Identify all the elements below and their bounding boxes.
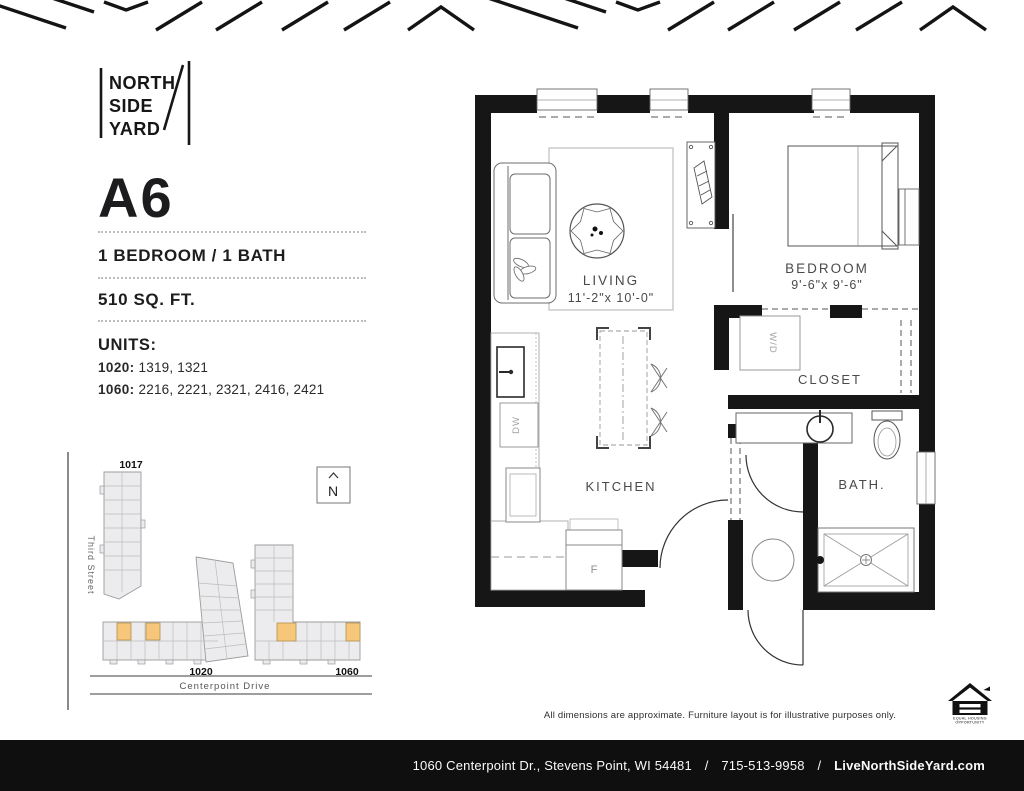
north-label: N xyxy=(327,483,339,499)
units-row-1020 xyxy=(98,360,208,375)
floor-plan xyxy=(460,84,950,714)
stove xyxy=(506,468,540,522)
vanity xyxy=(736,410,852,443)
living-label: LIVING xyxy=(582,273,640,288)
shower-head-icon xyxy=(816,556,824,564)
footer-separator: / xyxy=(817,758,822,773)
building-1060 xyxy=(251,545,360,664)
sofa xyxy=(494,163,556,303)
footer-phone: 715-513-9958 xyxy=(721,758,805,773)
unit-name: A6 xyxy=(98,166,174,229)
logo-line1: NORTH xyxy=(109,73,176,93)
unit-numbers: 2216, 2221, 2321, 2416, 2421 xyxy=(138,382,325,397)
footer-address: 1060 Centerpoint Dr., Stevens Point, WI 54481 xyxy=(412,758,692,773)
highlighted-unit xyxy=(146,623,160,640)
building-1020-label: 1020 xyxy=(189,666,213,678)
dotted-divider xyxy=(98,277,366,279)
bedroom-dims: 9'-6"x 9'-6" xyxy=(791,278,863,292)
building-1017-label: 1017 xyxy=(119,459,143,471)
highlighted-unit xyxy=(117,623,131,640)
building-1060-label: 1060 xyxy=(335,666,359,678)
nightstand xyxy=(899,189,919,245)
brand-logo xyxy=(97,58,193,148)
centerpoint-drive-label: Centerpoint Drive xyxy=(179,681,271,692)
bed-bath-label: 1 BEDROOM / 1 BATH xyxy=(98,246,287,265)
kitchen-sink xyxy=(497,347,524,397)
closet-label: CLOSET xyxy=(797,372,863,387)
stool xyxy=(651,364,667,436)
building-number: 1020: xyxy=(98,360,135,375)
water-heater xyxy=(752,539,794,581)
bath-label: BATH. xyxy=(838,477,886,492)
footer-separator: / xyxy=(704,758,709,773)
third-street-label: Third Street xyxy=(86,535,96,595)
toilet xyxy=(872,411,902,459)
building-1017 xyxy=(100,472,145,599)
equal-housing-logo xyxy=(947,682,993,726)
console-desk xyxy=(687,142,715,228)
building-number: 1060: xyxy=(98,382,135,397)
dishwasher-label: DW xyxy=(511,416,522,434)
washer-dryer-label: W/D xyxy=(767,332,778,354)
living-dims: 11'-2"x 10'-0" xyxy=(567,291,655,305)
logo-line3: YARD xyxy=(109,119,161,139)
fridge-label: F xyxy=(590,564,598,576)
units-row-1060 xyxy=(98,382,324,397)
dotted-divider xyxy=(98,231,366,233)
dotted-divider xyxy=(98,320,366,322)
units-heading: UNITS: xyxy=(98,336,157,354)
logo-line2: SIDE xyxy=(109,96,154,116)
highlighted-unit xyxy=(346,623,360,641)
footer-website: LiveNorthSideYard.com xyxy=(834,758,985,773)
kitchen-label: KITCHEN xyxy=(585,479,657,494)
site-map xyxy=(60,448,375,712)
eho-text-line2: OPPORTUNITY xyxy=(955,720,985,725)
house-icon xyxy=(948,683,992,715)
shower xyxy=(816,528,914,592)
unit-numbers: 1319, 1321 xyxy=(138,360,209,375)
sqft-label: 510 SQ. FT. xyxy=(98,290,196,309)
footer-bar xyxy=(0,740,1024,791)
bed xyxy=(788,143,898,249)
highlighted-unit xyxy=(277,623,296,641)
island xyxy=(597,328,667,448)
round-table xyxy=(570,204,624,258)
zigzag-pattern xyxy=(0,0,1024,34)
bedroom-label: BEDROOM xyxy=(785,261,869,276)
eho-text-line1: EQUAL HOUSING xyxy=(953,716,987,721)
fridge xyxy=(566,530,622,590)
disclaimer-text: All dimensions are approximate. Furniture layout is for illustrative purposes only. xyxy=(543,710,897,721)
